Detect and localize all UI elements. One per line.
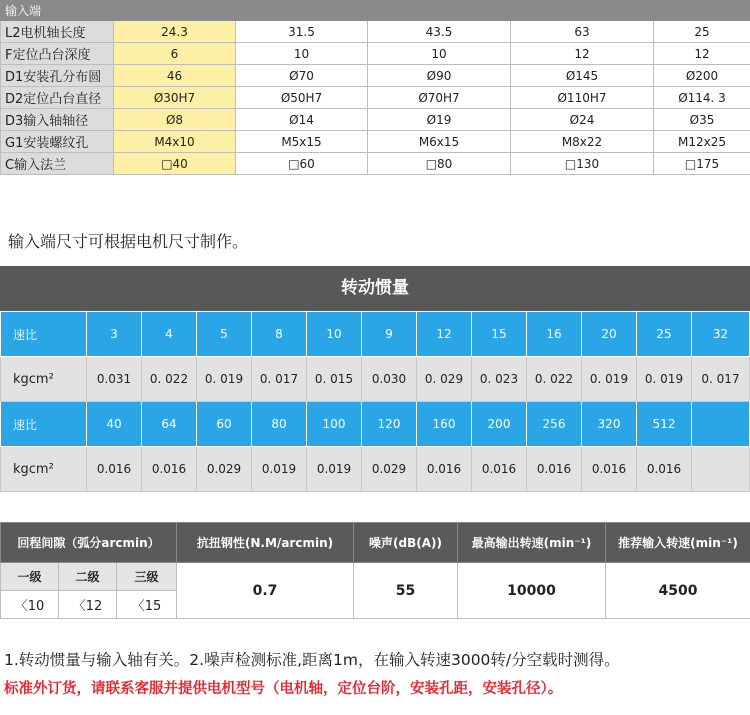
ratio-cell: 200 — [472, 402, 527, 447]
ratio-label: 速比 — [1, 402, 87, 447]
inertia-cell: 0. 017 — [692, 357, 750, 402]
spec-table — [0, 522, 750, 619]
table-cell: 63 — [511, 21, 654, 43]
table-cell: Ø19 — [368, 109, 511, 131]
table-cell: Ø200 — [654, 65, 750, 87]
row-label: D1安装孔分布圆 — [1, 65, 114, 87]
table-cell: □175 — [654, 153, 750, 175]
input-dimension-table — [0, 0, 750, 175]
stiffness-value: 0.7 — [177, 563, 354, 619]
ratio-cell: 3 — [87, 312, 142, 357]
rec-speed-value: 4500 — [606, 563, 750, 619]
ratio-label: 速比 — [1, 312, 87, 357]
table-cell: 43.5 — [368, 21, 511, 43]
inertia-cell: 0. 022 — [142, 357, 197, 402]
inertia-cell: 0.019 — [252, 447, 307, 492]
table-cell: Ø70H7 — [368, 87, 511, 109]
inertia-cell: 0. 019 — [637, 357, 692, 402]
ratio-cell: 60 — [197, 402, 252, 447]
input-table-row — [1, 21, 750, 43]
ratio-cell: 9 — [362, 312, 417, 357]
table-cell: Ø30H7 — [114, 87, 236, 109]
table-cell: M4x10 — [114, 131, 236, 153]
ratio-cell: 15 — [472, 312, 527, 357]
row-label: L2电机轴长度 — [1, 21, 114, 43]
table-cell: 12 — [654, 43, 750, 65]
table-cell: □80 — [368, 153, 511, 175]
inertia-cell: 0.016 — [417, 447, 472, 492]
inertia-cell: 0.016 — [87, 447, 142, 492]
ratio-cell: 32 — [692, 312, 750, 357]
ratio-cell: 80 — [252, 402, 307, 447]
ratio-cell: 64 — [142, 402, 197, 447]
input-table-header: 输入端 — [1, 1, 750, 21]
table-cell: 10 — [236, 43, 368, 65]
table-cell: 31.5 — [236, 21, 368, 43]
ratio-cell: 256 — [527, 402, 582, 447]
footnote: 1.转动惯量与输入轴有关。2.噪声检测标准,距离1m，在输入转速3000转/分空载时测得。 — [4, 651, 620, 669]
ratio-cell: 160 — [417, 402, 472, 447]
ratio-cell: 320 — [582, 402, 637, 447]
empty-cell — [692, 402, 750, 447]
input-table-row — [1, 65, 750, 87]
ratio-cell: 512 — [637, 402, 692, 447]
max-speed-header: 最高输出转速(min⁻¹) — [458, 523, 606, 563]
unit-label: kgcm² — [1, 357, 87, 402]
noise-value: 55 — [354, 563, 458, 619]
table-cell: Ø50H7 — [236, 87, 368, 109]
row-label: G1安装螺纹孔 — [1, 131, 114, 153]
input-table-header-row — [1, 1, 750, 21]
row-label: D3输入轴轴径 — [1, 109, 114, 131]
inertia-cell: 0. 019 — [582, 357, 637, 402]
table-cell: 24.3 — [114, 21, 236, 43]
spec-levels-row — [1, 563, 750, 591]
row-label: F定位凸台深度 — [1, 43, 114, 65]
input-table-row — [1, 131, 750, 153]
inertia-table — [0, 311, 750, 492]
ratio-cell: 20 — [582, 312, 637, 357]
ratio-cell: 40 — [87, 402, 142, 447]
table-cell: Ø110H7 — [511, 87, 654, 109]
inertia-title: 转动惯量 — [0, 266, 750, 311]
table-cell: Ø35 — [654, 109, 750, 131]
input-table-row — [1, 109, 750, 131]
empty-cell — [692, 447, 750, 492]
table-cell: M6x15 — [368, 131, 511, 153]
backlash-header: 回程间隙（弧分arcmin） — [1, 523, 177, 563]
inertia-cell: 0.019 — [307, 447, 362, 492]
stiffness-header: 抗扭钢性(N.M/arcmin) — [177, 523, 354, 563]
ratio-cell: 100 — [307, 402, 362, 447]
table-cell: □60 — [236, 153, 368, 175]
noise-header: 噪声(dB(A)) — [354, 523, 458, 563]
input-table-row — [1, 153, 750, 175]
ratio-cell: 10 — [307, 312, 362, 357]
ratio-cell: 12 — [417, 312, 472, 357]
table-cell: Ø90 — [368, 65, 511, 87]
backlash-level-3: 〈15 — [117, 591, 177, 619]
table-cell: M8x22 — [511, 131, 654, 153]
inertia-cell: 0.016 — [637, 447, 692, 492]
rec-speed-header: 推荐输入转速(min⁻¹) — [606, 523, 750, 563]
input-end-note: 输入端尺寸可根据电机尺寸制作。 — [8, 232, 249, 251]
inertia-cell: 0.030 — [362, 357, 417, 402]
table-cell: Ø70 — [236, 65, 368, 87]
inertia-values-row-1 — [1, 357, 750, 402]
input-table-row — [1, 87, 750, 109]
table-cell: 6 — [114, 43, 236, 65]
ratio-cell: 4 — [142, 312, 197, 357]
ratio-cell: 25 — [637, 312, 692, 357]
table-cell: M12x25 — [654, 131, 750, 153]
table-cell: Ø24 — [511, 109, 654, 131]
inertia-cell: 0. 022 — [527, 357, 582, 402]
table-cell: Ø8 — [114, 109, 236, 131]
row-label: C输入法兰 — [1, 153, 114, 175]
inertia-cell: 0. 019 — [197, 357, 252, 402]
ratio-row-1 — [1, 312, 750, 357]
max-speed-value: 10000 — [458, 563, 606, 619]
table-cell: M5x15 — [236, 131, 368, 153]
inertia-cell: 0.016 — [527, 447, 582, 492]
inertia-cell: 0.029 — [362, 447, 417, 492]
table-cell: 46 — [114, 65, 236, 87]
table-cell: Ø145 — [511, 65, 654, 87]
inertia-cell: 0.016 — [142, 447, 197, 492]
ratio-row-2 — [1, 402, 750, 447]
table-cell: 12 — [511, 43, 654, 65]
inertia-cell: 0.031 — [87, 357, 142, 402]
level-1-label: 一级 — [1, 563, 59, 591]
spec-header-row — [1, 523, 750, 563]
inertia-cell: 0.029 — [197, 447, 252, 492]
inertia-cell: 0. 023 — [472, 357, 527, 402]
inertia-values-row-2 — [1, 447, 750, 492]
inertia-cell: 0. 029 — [417, 357, 472, 402]
backlash-level-1: 〈10 — [1, 591, 59, 619]
ratio-cell: 16 — [527, 312, 582, 357]
table-cell: □130 — [511, 153, 654, 175]
table-cell: Ø14 — [236, 109, 368, 131]
unit-label: kgcm² — [1, 447, 87, 492]
ratio-cell: 5 — [197, 312, 252, 357]
input-table-row — [1, 43, 750, 65]
order-notice: 标准外订货，请联系客服并提供电机型号（电机轴，定位台阶，安装孔距，安装孔径）。 — [4, 681, 563, 697]
inertia-cell: 0. 015 — [307, 357, 362, 402]
inertia-cell: 0. 017 — [252, 357, 307, 402]
table-cell: Ø114. 3 — [654, 87, 750, 109]
ratio-cell: 120 — [362, 402, 417, 447]
ratio-cell: 8 — [252, 312, 307, 357]
row-label: D2定位凸台直径 — [1, 87, 114, 109]
level-2-label: 二级 — [59, 563, 117, 591]
inertia-cell: 0.016 — [472, 447, 527, 492]
level-3-label: 三级 — [117, 563, 177, 591]
table-cell: 25 — [654, 21, 750, 43]
table-cell: 10 — [368, 43, 511, 65]
backlash-level-2: 〈12 — [59, 591, 117, 619]
inertia-cell: 0.016 — [582, 447, 637, 492]
table-cell: □40 — [114, 153, 236, 175]
